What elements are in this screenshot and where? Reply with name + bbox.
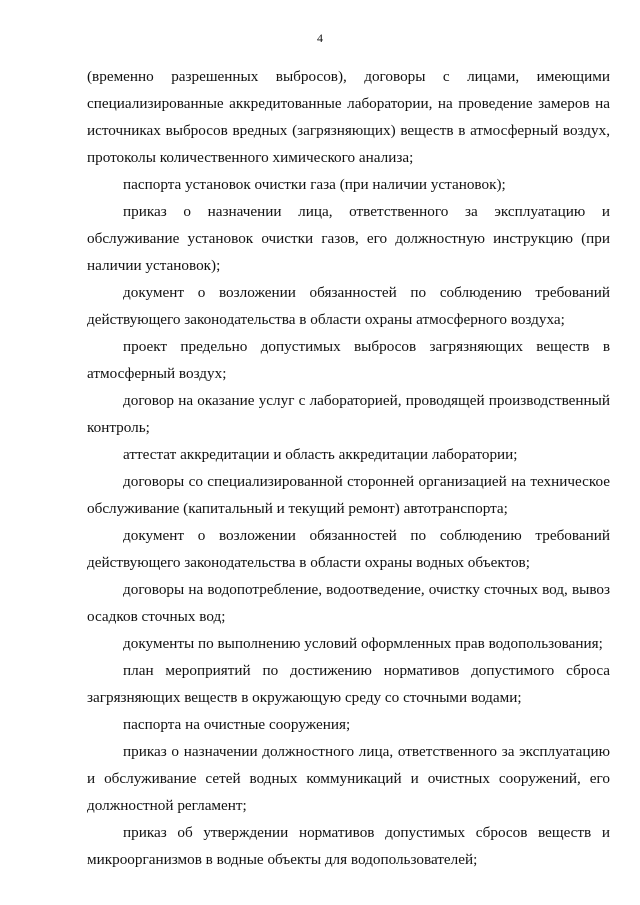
document-body xyxy=(87,63,610,873)
paragraph: документ о возложении обязанностей по соблюдению требований действующего законодательства в области охраны водных объектов; xyxy=(87,527,610,571)
paragraph: договор на оказание услуг с лабораторией, проводящей производственный контроль; xyxy=(87,392,610,436)
paragraph: приказ об утверждении нормативов допустимых сбросов веществ и микроорганизмов в водные объекты для водопользователей; xyxy=(87,824,610,868)
paragraph: документ о возложении обязанностей по соблюдению требований действующего законодательства в области охраны атмосферного воздуха; xyxy=(87,284,610,328)
page-number: 4 xyxy=(317,31,323,45)
paragraph: договоры на водопотребление, водоотведение, очистку сточных вод, вывоз осадков сточных вод; xyxy=(87,581,610,625)
paragraph: паспорта на очистные сооружения; xyxy=(123,716,351,733)
paragraph: приказ о назначении лица, ответственного за эксплуатацию и обслуживание установок очистки газов, его должностную инструкцию (при наличии установок); xyxy=(87,203,610,274)
paragraph: договоры со специализированной сторонней организацией на техническое обслуживание (капитальный и текущий ремонт) автотранспорта; xyxy=(87,473,610,517)
paragraph: приказ о назначении должностного лица, ответственного за эксплуатацию и обслуживание сетей водных коммуникаций и очистных сооружений, его должностной регламент; xyxy=(87,743,610,814)
paragraph: паспорта установок очистки газа (при наличии установок); xyxy=(123,176,506,193)
paragraph: план мероприятий по достижению нормативов допустимого сброса загрязняющих веществ в окружающую среду со сточными водами; xyxy=(87,662,610,706)
paragraph: проект предельно допустимых выбросов загрязняющих веществ в атмосферный воздух; xyxy=(87,338,610,382)
paragraph-continuation: (временно разрешенных выбросов), договоры с лицами, имеющими специализированные аккредитованные лаборатории, на проведение замеров на источниках выбросов вредных (загрязняющих) веществ в атмосферный воздух, протоколы количественного химического анализа; xyxy=(87,68,610,166)
paragraph: аттестат аккредитации и область аккредитации лаборатории; xyxy=(123,446,518,463)
paragraph: документы по выполнению условий оформленных прав водопользования; xyxy=(123,635,603,652)
